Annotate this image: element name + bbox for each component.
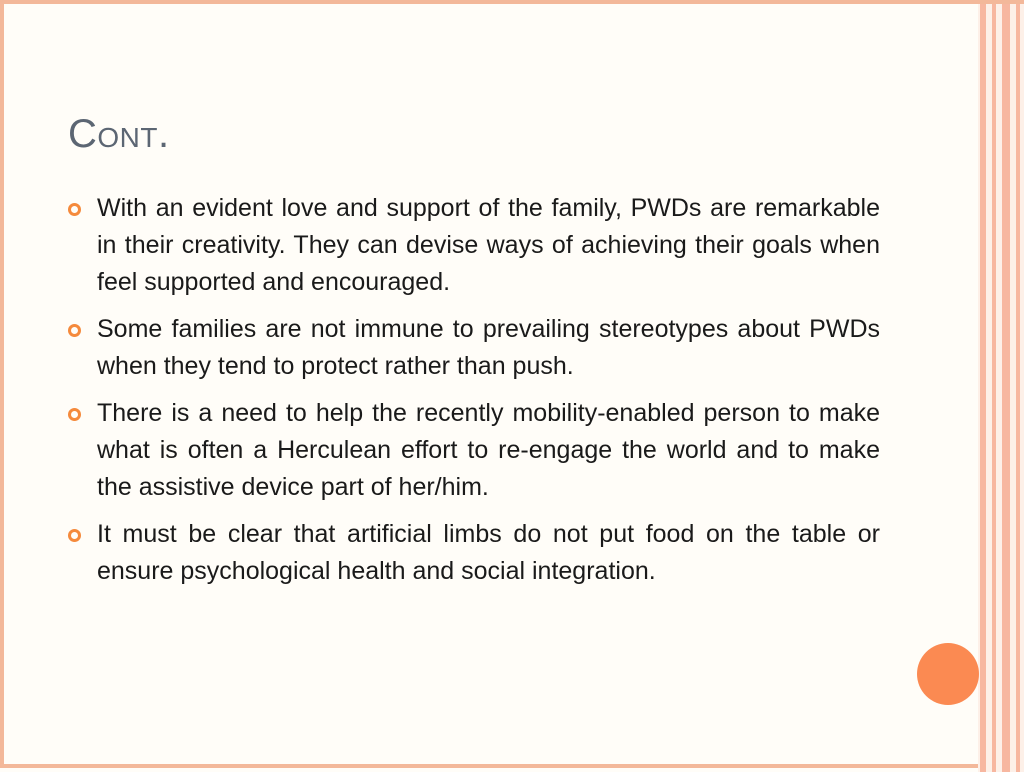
bullet-ring-icon <box>68 203 81 216</box>
bullet-item <box>68 516 880 590</box>
bullet-text: It must be clear that artificial limbs do not put food on the table or ensure psychological health and social integration. <box>97 520 880 585</box>
bullet-list <box>68 190 880 600</box>
bullet-text: Some families are not immune to prevailing stereotypes about PWDs when they tend to protect rather than push. <box>97 315 880 380</box>
slide-title: Cont. <box>68 112 170 156</box>
bullet-text: There is a need to help the recently mobility-enabled person to make what is often a Herculean effort to re-engage the world and to make the assistive device part of her/him. <box>97 399 880 501</box>
right-stripe-decoration <box>978 4 1024 772</box>
stripe <box>980 4 986 772</box>
bullet-ring-icon <box>68 408 81 421</box>
bullet-text: With an evident love and support of the family, PWDs are remarkable in their creativity. They can devise ways of achieving their goals when feel supported and encouraged. <box>97 194 880 296</box>
bullet-item <box>68 190 880 301</box>
bullet-item <box>68 395 880 506</box>
stripe <box>1002 4 1010 772</box>
stripe <box>1016 4 1020 772</box>
orange-circle-icon <box>917 643 979 705</box>
stripe <box>992 4 996 772</box>
bullet-ring-icon <box>68 324 81 337</box>
bullet-ring-icon <box>68 529 81 542</box>
bullet-item <box>68 311 880 385</box>
